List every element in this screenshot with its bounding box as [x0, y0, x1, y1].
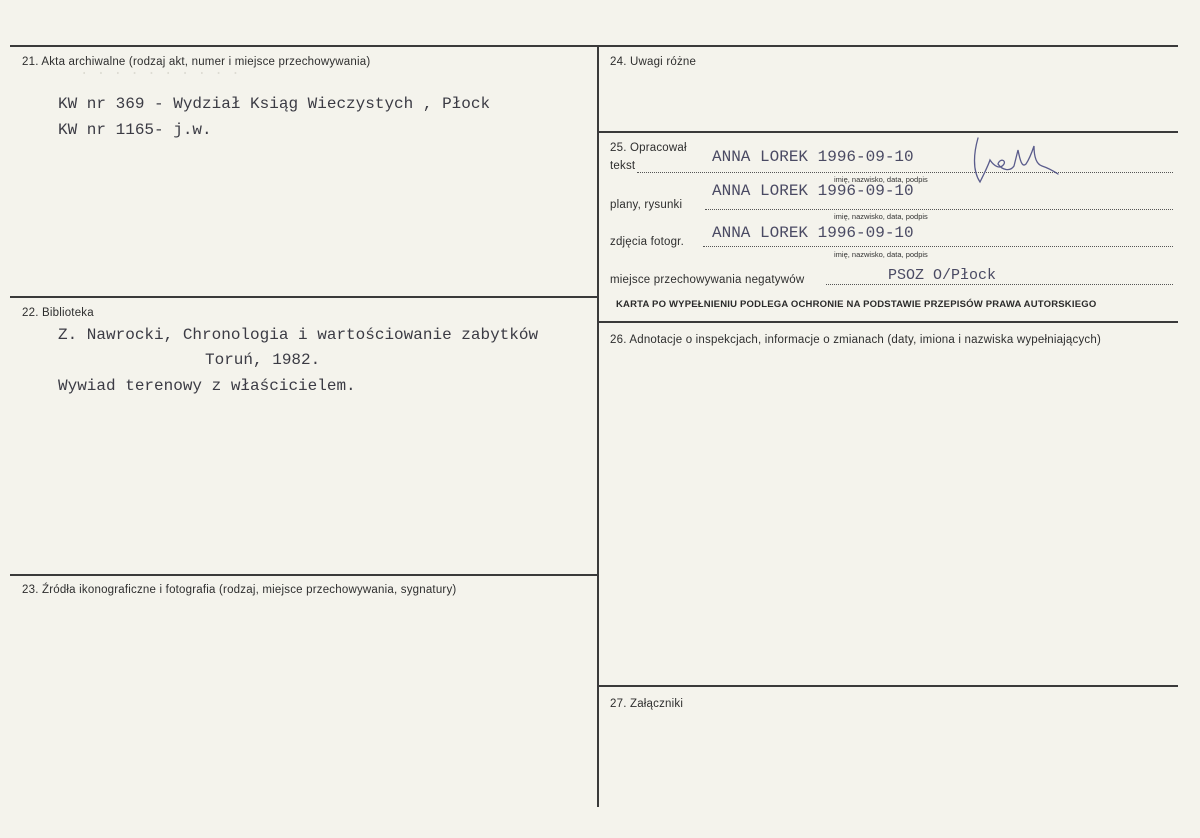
zdjecia-label: zdjęcia fotogr. — [610, 236, 684, 248]
plany-value: ANNA LOREK 1996-09-10 — [712, 182, 914, 200]
signature — [960, 130, 1070, 190]
section-25-label: 25. Opracował — [610, 142, 687, 154]
tekst-dotted-line — [637, 172, 1173, 173]
section-22-label: 22. Biblioteka — [22, 307, 94, 319]
zdjecia-dotted-line — [703, 246, 1173, 247]
section-26-label: 26. Adnotacje o inspekcjach, informacje o zmianach (daty, imiona i nazwiska wypełniających) — [610, 334, 1101, 346]
tekst-label: tekst — [610, 160, 636, 172]
tekst-caption: imię, nazwisko, data, podpis — [834, 175, 928, 184]
negatywy-value: PSOZ O/Płock — [888, 267, 997, 284]
rule-25-26 — [598, 321, 1178, 323]
section-27-label: 27. Załączniki — [610, 698, 684, 710]
show-through-text: · · · · · · · · · · — [80, 66, 240, 82]
rule-22-23 — [10, 574, 598, 576]
center-divider — [597, 45, 599, 807]
top-rule — [10, 45, 1178, 47]
bibliography-line-2: Toruń, 1982. — [205, 351, 321, 369]
rule-24-25 — [598, 131, 1178, 133]
copyright-note: KARTA PO WYPEŁNIENIU PODLEGA OCHRONIE NA PODSTAWIE PRZEPISÓW PRAWA AUTORSKIEGO — [616, 299, 1097, 310]
rule-21-22 — [10, 296, 598, 298]
negatywy-dotted-line — [826, 284, 1173, 285]
tekst-value: ANNA LOREK 1996-09-10 — [712, 148, 914, 166]
section-24-label: 24. Uwagi różne — [610, 56, 697, 68]
plany-label: plany, rysunki — [610, 199, 683, 211]
zdjecia-value: ANNA LOREK 1996-09-10 — [712, 224, 914, 242]
plany-dotted-line — [705, 209, 1173, 210]
archive-line-1: KW nr 369 - Wydział Ksiąg Wieczystych , Płock — [58, 95, 491, 113]
bibliography-line-3: Wywiad terenowy z właścicielem. — [58, 377, 356, 395]
rule-26-27 — [598, 685, 1178, 687]
section-23-label: 23. Źródła ikonograficzne i fotografia (rodzaj, miejsce przechowywania, sygnatury) — [22, 584, 457, 596]
bibliography-line-1: Z. Nawrocki, Chronologia i wartościowanie zabytków — [58, 326, 539, 344]
plany-caption: imię, nazwisko, data, podpis — [834, 212, 928, 221]
negatywy-label: miejsce przechowywania negatywów — [610, 274, 805, 286]
section-21-label: 21. Akta archiwalne (rodzaj akt, numer i miejsce przechowywania) — [22, 56, 371, 68]
archive-line-2: KW nr 1165- j.w. — [58, 121, 212, 139]
zdjecia-caption: imię, nazwisko, data, podpis — [834, 250, 928, 259]
